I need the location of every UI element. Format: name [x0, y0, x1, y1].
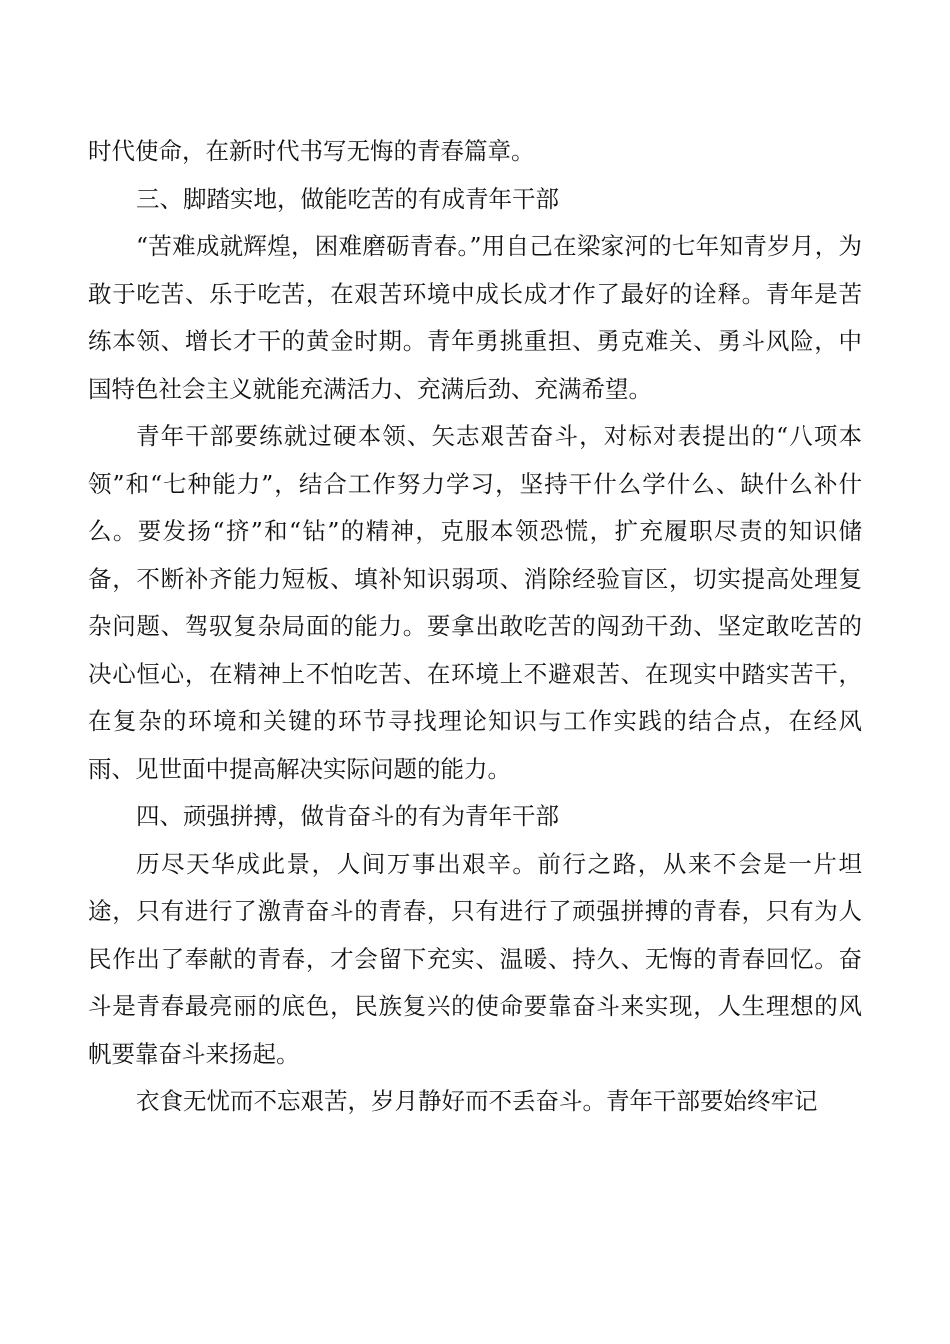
paragraph: 历尽天华成此景，人间万事出艰辛。前行之路，从来不会是一片坦途，只有进行了激青奋斗的青春，只有进行了顽强拼搏的青春，只有为人民作出了奉献的青春，才会留下充实、温暖、持久、无悔的青春回忆。奋斗是青春最亮丽的底色，民族复兴的使命要靠奋斗来实现，人生理想的风帆要靠奋斗来扬起。 [88, 849, 862, 1068]
section-heading-3: 三、脚踏实地，做能吃苦的有成青年干部 [136, 184, 559, 213]
section-heading-4: 四、顽强拼搏，做肯奋斗的有为青年干部 [136, 802, 559, 830]
paragraph-continuation: 时代使命，在新时代书写无悔的青春篇章。 [88, 137, 535, 165]
paragraph: “苦难成就辉煌，困难磨砺青春。”用自己在梁家河的七年知青岁月，为敢于吃苦、乐于吃苦，在艰苦环境中成长成才作了最好的诠释。青年是苦练本领、增长才干的黄金时期。青年勇挑重担、勇克难关、勇斗风险，中国特色社会主义就能充满活力、充满后劲、充满希望。 [88, 232, 862, 403]
document-body [88, 128, 862, 1126]
paragraph: 衣食无忧而不忘艰苦，岁月静好而不丢奋斗。青年干部要始终牢记 [136, 1087, 818, 1115]
paragraph: 青年干部要练就过硬本领、矢志艰苦奋斗，对标对表提出的“八项本领”和“七种能力”，结合工作努力学习，坚持干什么学什么、缺什么补什么。要发扬“挤”和“钻”的精神，克服本领恐慌，扩充履职尽责的知识储备，不断补齐能力短板、填补知识弱项、消除经验盲区，切实提高处理复杂问题、驾驭复杂局面的能力。要拿出敢吃苦的闯劲干劲、坚定敢吃苦的决心恒心，在精神上不怕吃苦、在环境上不避艰苦、在现实中踏实苦干，在复杂的环境和关键的环节寻找理论知识与工作实践的结合点，在经风雨、见世面中提高解决实际问题的能力。 [88, 422, 862, 783]
